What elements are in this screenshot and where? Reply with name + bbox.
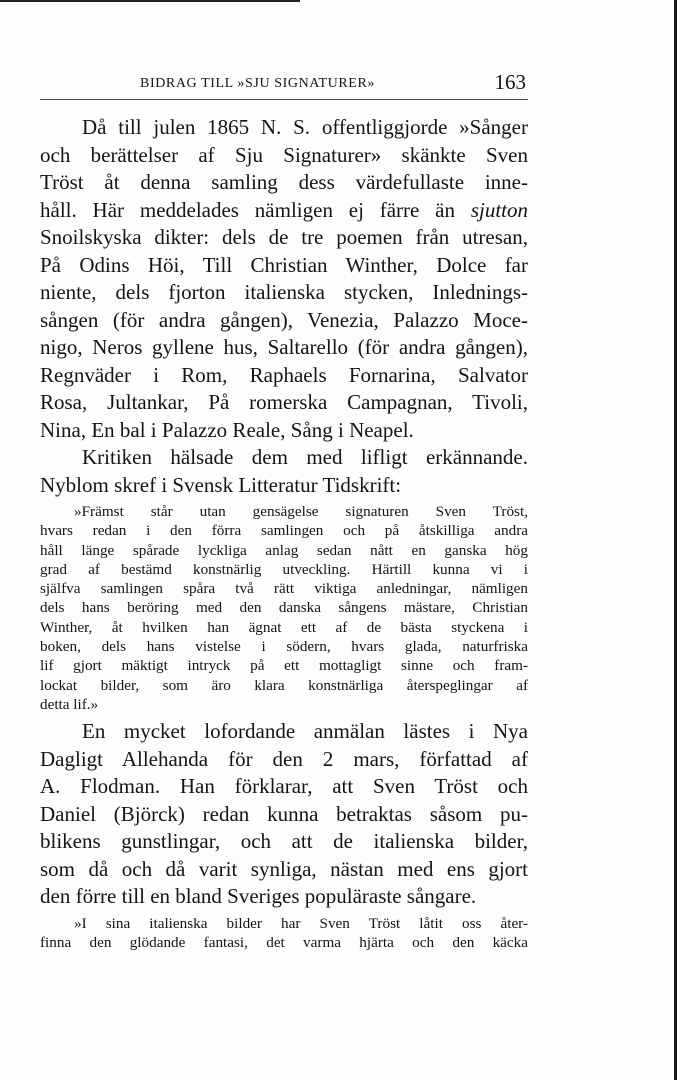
text-line: sången (för andra gången), Venezia, Palazzo Moce- <box>40 307 528 332</box>
text-line: Då till julen 1865 N. S. offentliggjorde »Sånger <box>82 115 528 139</box>
text-line: håll länge spårade lyckliga anlag sedan nått en ganska hög <box>40 541 528 559</box>
text-line: själfva samlingen spåra två rätt viktiga anledningar, nämligen <box>40 580 528 598</box>
text-line: boken, dels hans vistelse i södern, hvars glada, naturfriska <box>40 638 528 656</box>
text-line: grad af bestämd konstnärlig utveckling. Härtill kunna vi i <box>40 560 528 578</box>
text-line: håll. Här meddelades nämligen ej färre än sjutton <box>40 197 528 222</box>
header-rule <box>40 99 528 100</box>
text-line: Dagligt Allehanda för den 2 mars, författad af <box>40 746 528 771</box>
text-line: Nyblom skref i Svensk Litteratur Tidskrift: <box>40 472 402 497</box>
running-head <box>40 70 530 100</box>
text-line: En mycket lofordande anmälan lästes i Nya <box>82 719 528 744</box>
text-line: På Odins Höi, Till Christian Winther, Dolce far <box>40 252 528 277</box>
page-number: 163 <box>494 70 526 94</box>
text-line: »I sina italienska bilder har Sven Tröst låtit oss åter- <box>74 914 528 932</box>
text-line: Rosa, Jultankar, På romerska Campagnan, Tivoli, <box>40 390 528 414</box>
text-line: Daniel (Björck) redan kunna betraktas såsom pu- <box>40 801 528 826</box>
text-line: Regnväder i Rom, Raphaels Fornarina, Salvator <box>40 362 528 387</box>
text-line: hvars redan i den förra samlingen och på åtskilliga andra <box>40 522 528 540</box>
text-line: finna den glödande fantasi, det varma hjärta och den käcka <box>40 934 528 952</box>
text-line: Snoilskyska dikter: dels de tre poemen från utresan, <box>40 225 528 249</box>
page-body <box>40 114 528 956</box>
text-line: Tröst åt denna samling dess värdefullaste inne- <box>40 170 528 194</box>
text-line: den förre till en bland Sveriges populäraste sångare. <box>40 884 477 909</box>
text-line: och berättelser af Sju Signaturer» skänkte Sven <box>40 142 528 167</box>
paragraph <box>40 444 528 499</box>
text-line: A. Flodman. Han förklarar, att Sven Tröst och <box>40 774 528 799</box>
paragraph <box>40 114 528 444</box>
text-line: Winther, åt hvilken han ägnat ett af de bästa styckena i <box>40 618 528 636</box>
text-line: Nina, En bal i Palazzo Reale, Sång i Neapel. <box>40 417 414 442</box>
text-line: lif gjort mäktigt intryck på ett mottagligt sinne och fram- <box>40 657 528 675</box>
paragraph <box>40 718 528 911</box>
text-line: dels hans beröring med den danska sångens mästare, Christian <box>40 599 528 617</box>
running-title: BIDRAG TILL »SJU SIGNATURER» <box>140 76 375 91</box>
emphasis: sjutton <box>470 197 528 222</box>
text-line: lockat bilder, som äro klara konstnärliga återspeglingar af <box>40 676 528 694</box>
text-line: detta lif.» <box>40 695 99 713</box>
block-quote <box>40 502 528 714</box>
text-line: nigo, Neros gyllene hus, Saltarello (för andra gången), <box>40 335 528 359</box>
text-line: niente, dels fjorton italienska stycken, Inlednings- <box>40 280 528 304</box>
text-line: blikens gunstlingar, och att de italienska bilder, <box>40 829 528 854</box>
scan-top-edge <box>0 0 300 2</box>
text-line: som då och då varit synliga, nästan med ens gjort <box>40 856 528 881</box>
text-line: Kritiken hälsade dem med lifligt erkännande. <box>82 445 528 469</box>
scan-right-edge <box>674 0 677 1080</box>
text-line: »Främst står utan gensägelse signaturen Sven Tröst, <box>74 503 528 520</box>
block-quote <box>40 914 528 953</box>
